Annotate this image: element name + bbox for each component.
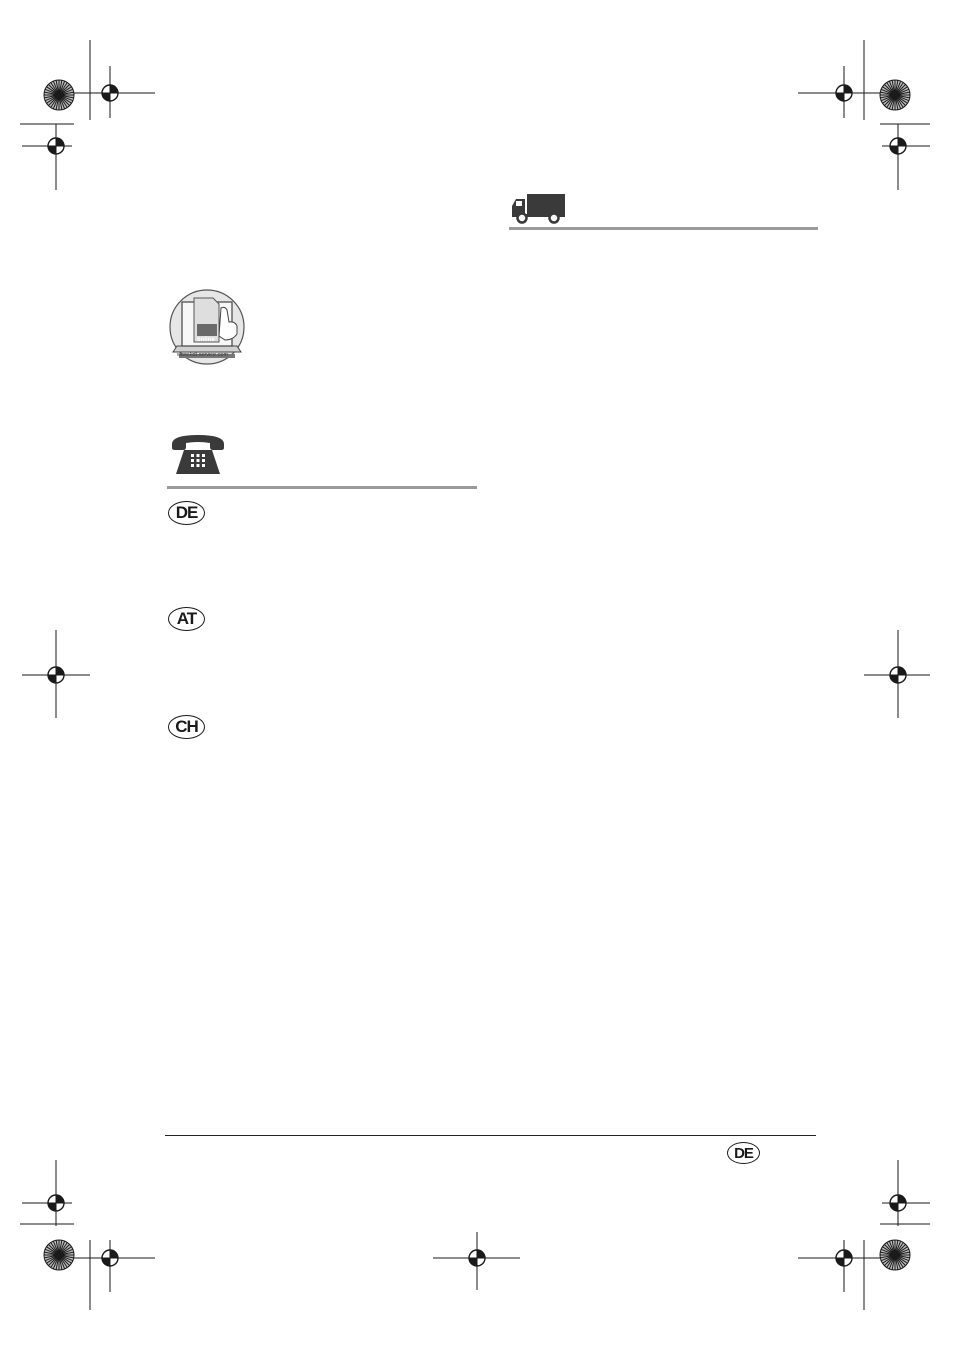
footer-language-badge <box>727 1142 760 1164</box>
online-service-badge-text: online <box>197 337 215 343</box>
truck-section-rule <box>509 227 818 230</box>
online-service-url: www.lidl-service.com <box>177 352 229 358</box>
country-badge-at <box>168 607 205 631</box>
delivery-truck-icon <box>510 192 568 224</box>
footer-language-badge-label: DE <box>734 1144 753 1162</box>
country-badge-ch <box>168 715 205 739</box>
country-badge-at-label: AT <box>176 609 197 628</box>
telephone-section-rule <box>167 486 477 489</box>
country-badge-de-label: DE <box>175 503 198 522</box>
country-badge-de <box>168 501 205 525</box>
country-badge-ch-label: CH <box>175 717 198 736</box>
footer-rule <box>165 1135 816 1136</box>
telephone-icon <box>170 432 226 476</box>
